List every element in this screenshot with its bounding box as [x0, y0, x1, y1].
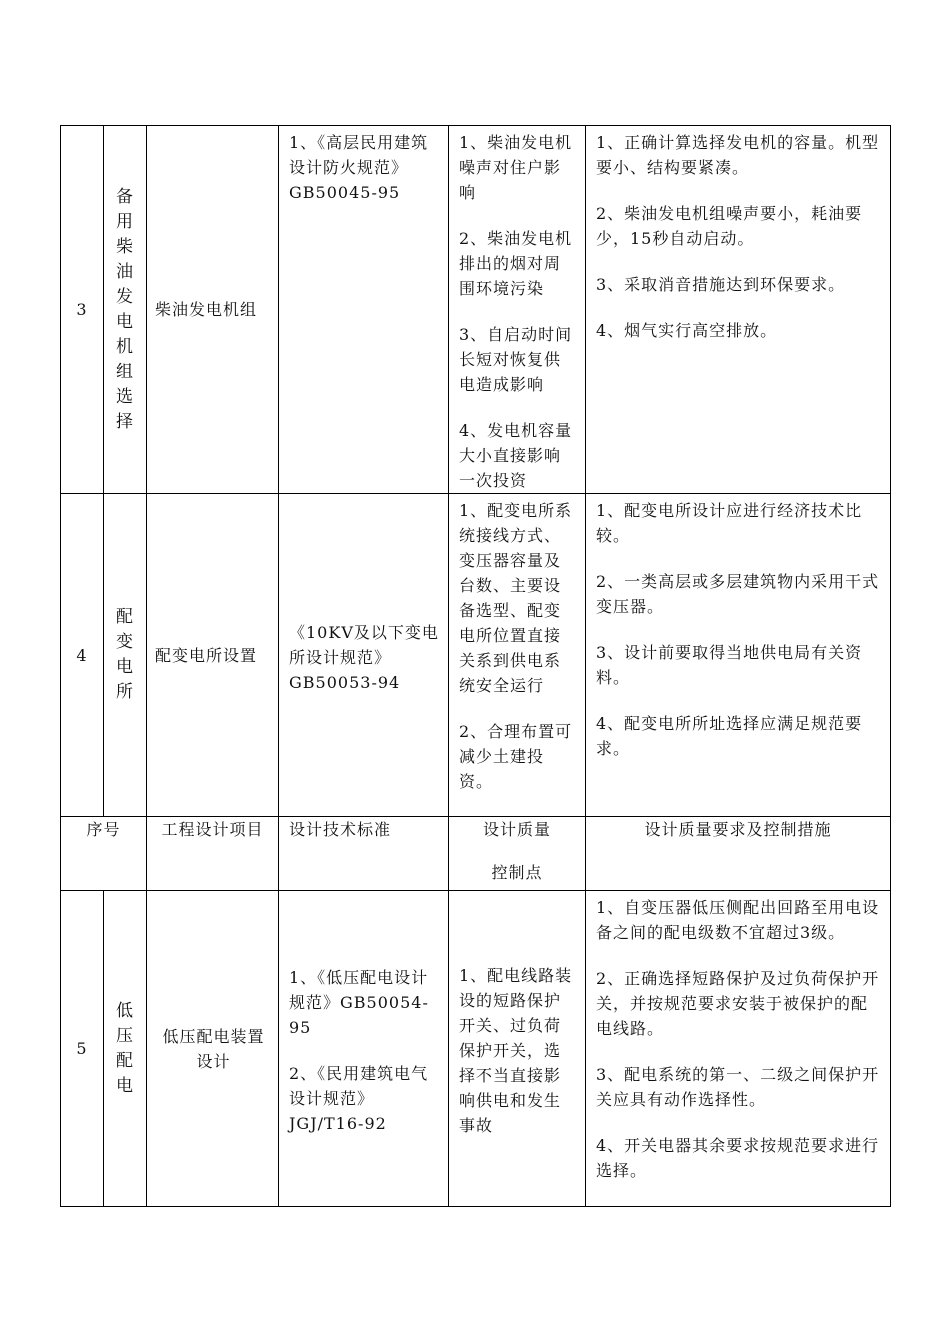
control-point-text: 4、发电机容量大小直接影响一次投资 — [459, 421, 573, 490]
requirement-text: 2、柴油发电机组噪声要小，耗油要少，15秒自动启动。 — [596, 204, 863, 248]
category-text: 备用柴油发电机组选择 — [116, 186, 134, 432]
requirement-text: 4、配变电所所址选择应满足规范要求。 — [596, 714, 863, 758]
control-point-cell — [449, 494, 586, 817]
requirement-text: 1、自变压器低压侧配出回路至用电设备之间的配电级数不宜超过3级。 — [596, 898, 880, 942]
control-point-text: 1、配电线路装设的短路保护开关、过负荷保护开关，选择不当直接影响供电和发生事故 — [459, 966, 573, 1135]
header-requirements: 设计质量要求及控制措施 — [586, 817, 891, 891]
standard-cell — [279, 891, 449, 1207]
requirement-text: 3、配电系统的第一、二级之间保护开关应具有动作选择性。 — [596, 1065, 880, 1109]
header-control-point-line2: 控制点 — [491, 863, 543, 882]
standard-text: 1、《高层民用建筑设计防火规范》GB50045-95 — [289, 133, 429, 202]
design-quality-table — [60, 125, 891, 1207]
header-control-point — [449, 817, 586, 891]
standard-cell — [279, 126, 449, 494]
row-number: 5 — [61, 891, 104, 1207]
requirement-cell — [586, 891, 891, 1207]
category-cell — [104, 891, 147, 1207]
requirement-text: 4、开关电器其余要求按规范要求进行选择。 — [596, 1136, 880, 1180]
requirement-text: 3、设计前要取得当地供电局有关资料。 — [596, 643, 863, 687]
category-text: 低压配电 — [116, 1000, 134, 1096]
control-point-text: 1、配变电所系统接线方式、变压器容量及台数、主要设备选型、配变电所位置直接关系到供电系统安全运行 — [459, 501, 573, 695]
requirement-text: 1、配变电所设计应进行经济技术比较。 — [596, 501, 863, 545]
standard-text: 2、《民用建筑电气设计规范》JGJ/T16-92 — [289, 1064, 429, 1133]
requirement-text: 1、正确计算选择发电机的容量。机型要小、结构要紧凑。 — [596, 133, 880, 177]
header-row — [61, 817, 891, 891]
item-cell: 低压配电装置设计 — [147, 891, 279, 1207]
requirement-text: 4、烟气实行高空排放。 — [596, 321, 778, 340]
category-cell — [104, 126, 147, 494]
control-point-cell — [449, 126, 586, 494]
header-no: 序号 — [61, 817, 147, 891]
row-number: 4 — [61, 494, 104, 817]
requirement-text: 3、采取消音措施达到环保要求。 — [596, 275, 846, 294]
category-text: 配变电所 — [116, 607, 134, 702]
requirement-cell — [586, 126, 891, 494]
control-point-text: 1、柴油发电机噪声对住户影响 — [459, 133, 573, 202]
header-control-point-line1: 设计质量 — [482, 820, 551, 839]
row-number: 3 — [61, 126, 104, 494]
item-cell: 配变电所设置 — [147, 494, 279, 817]
control-point-cell — [449, 891, 586, 1207]
table-row — [61, 126, 891, 494]
table-row — [61, 494, 891, 817]
header-standard: 设计技术标准 — [279, 817, 449, 891]
requirement-text: 2、正确选择短路保护及过负荷保护开关，并按规范要求安装于被保护的配电线路。 — [596, 969, 880, 1038]
standard-text: 1、《低压配电设计规范》GB50054-95 — [289, 968, 429, 1037]
standard-cell — [279, 494, 449, 817]
standard-text: 《10KV及以下变电所设计规范》GB50053-94 — [289, 622, 439, 692]
control-point-text: 2、柴油发电机排出的烟对周围环境污染 — [459, 229, 573, 298]
category-cell — [104, 494, 147, 817]
control-point-text: 2、合理布置可减少土建投资。 — [459, 722, 573, 791]
requirement-cell — [586, 494, 891, 817]
item-cell: 柴油发电机组 — [147, 126, 279, 494]
requirement-text: 2、一类高层或多层建筑物内采用干式变压器。 — [596, 572, 880, 616]
control-point-text: 3、自启动时间长短对恢复供电造成影响 — [459, 325, 573, 394]
header-item: 工程设计项目 — [147, 817, 279, 891]
table-row — [61, 891, 891, 1207]
